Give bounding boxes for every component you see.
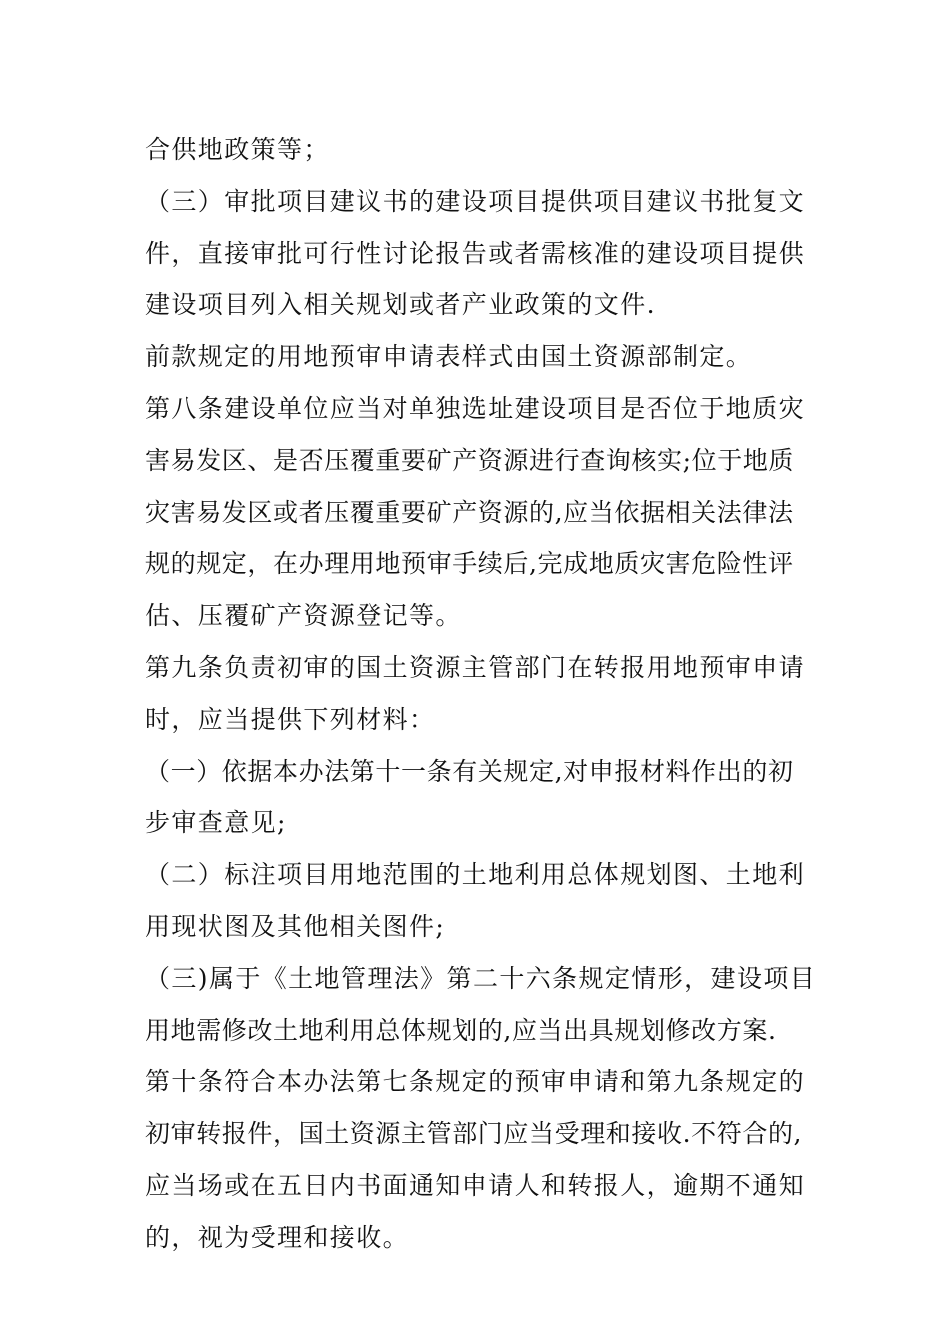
text-line: 步审查意见; [145, 808, 287, 838]
text-line: （三)属于《土地管理法》第二十六条规定情形，建设项目 [145, 963, 817, 993]
document-body [145, 124, 815, 1264]
text-line: （三）审批项目建议书的建设项目提供项目建议书批复文 [145, 186, 806, 216]
text-line: 件，直接审批可行性讨论报告或者需核准的建设项目提供 [145, 238, 806, 268]
text-line: 规的规定，在办理用地预审手续后,完成地质灾害危险性评 [145, 549, 794, 579]
text-line: 时，应当提供下列材料： [145, 704, 436, 734]
text-line: （一）依据本办法第十一条有关规定,对申报材料作出的初 [145, 756, 794, 786]
text-line: 第十条符合本办法第七条规定的预审申请和第九条规定的 [145, 1067, 806, 1097]
text-line: 用地需修改土地利用总体规划的,应当出具规划修改方案. [145, 1015, 777, 1045]
text-line: 估、压覆矿产资源登记等。 [145, 601, 462, 631]
text-line: 用现状图及其他相关图件; [145, 911, 446, 941]
text-line: 害易发区、是否压覆重要矿产资源进行查询核实;位于地质 [145, 445, 795, 475]
text-line: 合供地政策等； [145, 135, 330, 164]
text-line: （二）标注项目用地范围的土地利用总体规划图、土地利 [145, 860, 806, 890]
text-line: 建设项目列入相关规划或者产业政策的文件. [145, 290, 656, 320]
text-line: 灾害易发区或者压覆重要矿产资源的,应当依据相关法律法 [145, 497, 794, 527]
text-line: 应当场或在五日内书面通知申请人和转报人，逾期不通知 [145, 1170, 806, 1200]
text-line: 第九条负责初审的国土资源主管部门在转报用地预审申请 [145, 652, 806, 682]
text-line: 的，视为受理和接收。 [145, 1222, 410, 1252]
text-line: 初审转报件，国土资源主管部门应当受理和接收.不符合的, [145, 1119, 803, 1149]
text-line: 第八条建设单位应当对单独选址建设项目是否位于地质灾 [145, 393, 806, 423]
text-line: 前款规定的用地预审申请表样式由国土资源部制定。 [145, 342, 753, 372]
